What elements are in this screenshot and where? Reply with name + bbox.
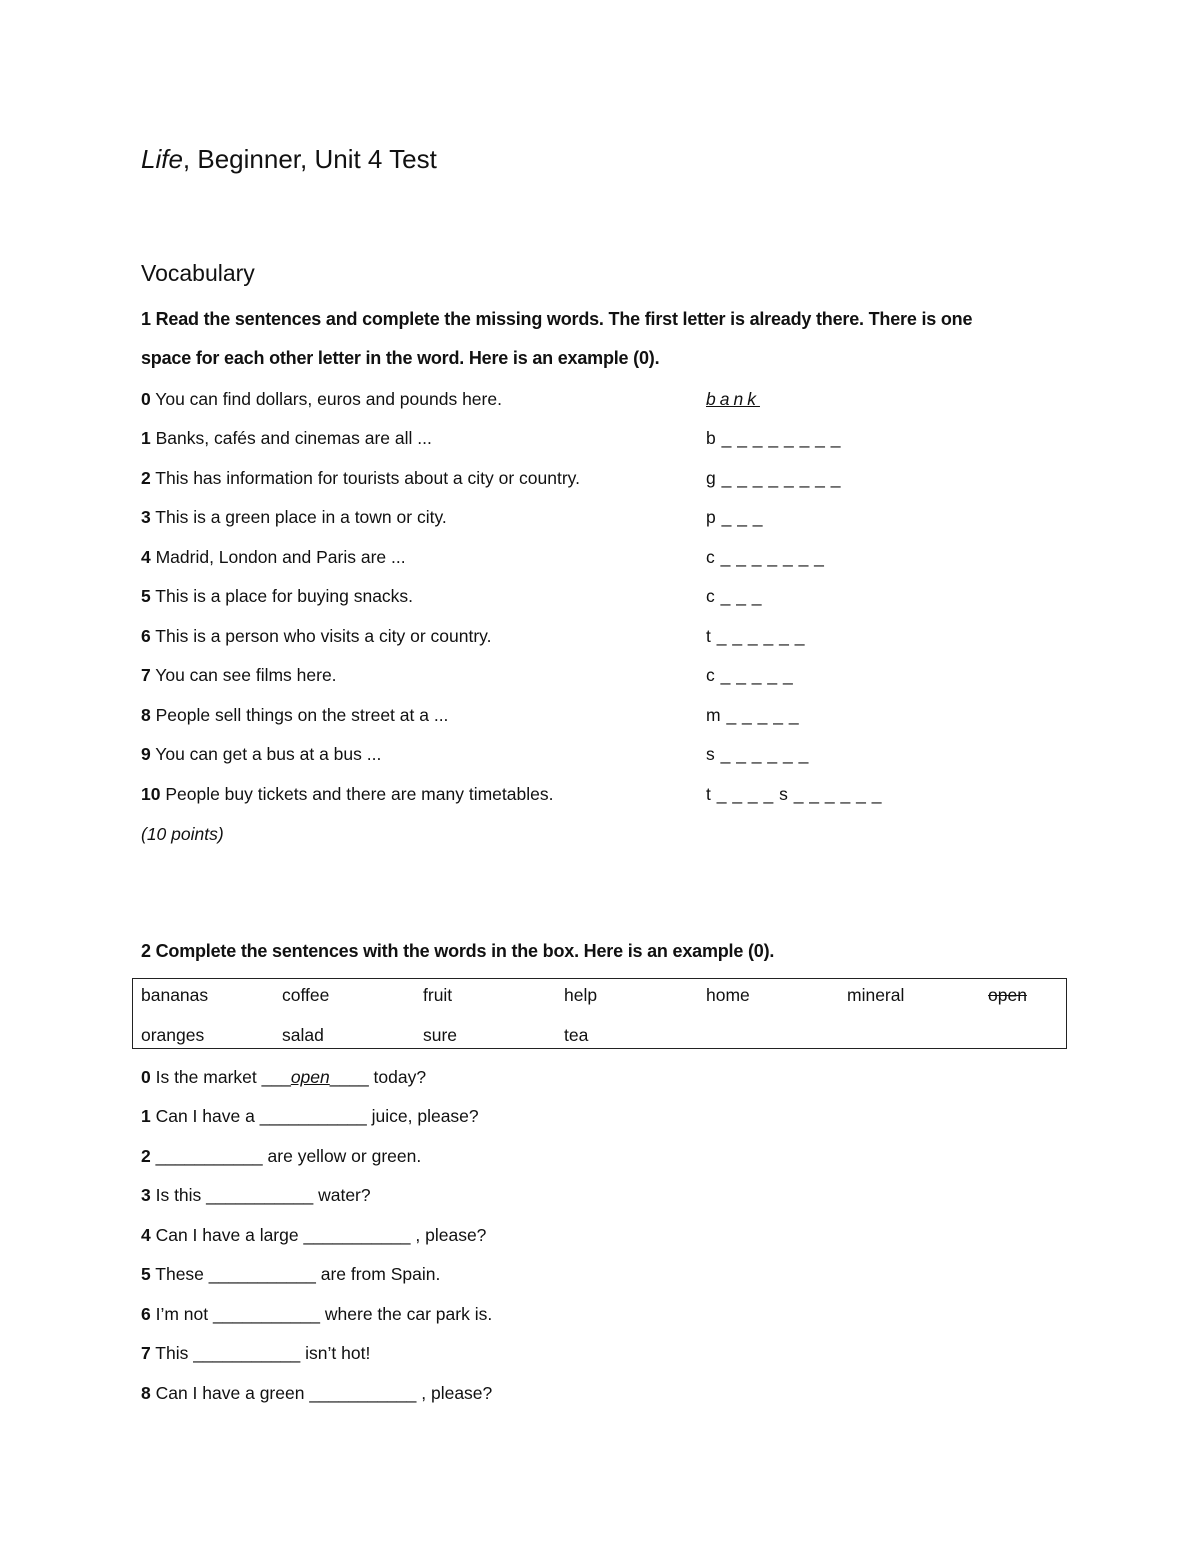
exercise2-instruction: 2 Complete the sentences with the words in the box. Here is an example (0).	[141, 941, 775, 961]
exercise1-item	[141, 428, 901, 458]
exercise1-item	[141, 626, 901, 656]
blank-line: ___________	[208, 1264, 316, 1284]
item-text-after: juice, please?	[366, 1106, 479, 1126]
title-italic: Life	[141, 144, 183, 174]
exercise2-item	[141, 1343, 370, 1364]
item-number: 5	[141, 586, 151, 606]
exercise1-item	[141, 665, 901, 695]
item-number: 4	[141, 1225, 151, 1245]
item-answer: m _ _ _ _ _	[706, 705, 800, 725]
item-text: This is a green place in a town or city.	[150, 507, 447, 527]
item-text: You can see films here.	[150, 665, 337, 685]
exercise1-item	[141, 547, 901, 577]
item-number: 0	[141, 389, 151, 409]
section-heading: Vocabulary	[141, 260, 255, 286]
item-number: 2	[141, 1146, 151, 1166]
box-word: fruit	[423, 985, 453, 1005]
box-word: sure	[423, 1025, 458, 1045]
blank-line: ___________	[193, 1343, 301, 1363]
item-text-before: These	[150, 1264, 209, 1284]
blank-line: ___________	[206, 1185, 314, 1205]
exercise2-item	[141, 1304, 492, 1325]
item-answer: c _ _ _ _ _ _ _	[706, 547, 825, 567]
exercise2-item	[141, 1383, 492, 1404]
blank-line: ___________	[155, 1146, 263, 1166]
item-number: 1	[141, 1106, 151, 1126]
item-number: 2	[141, 468, 151, 488]
box-word: salad	[282, 1025, 324, 1045]
item-text: People sell things on the street at a ...	[150, 705, 449, 725]
item-text-after: water?	[313, 1185, 371, 1205]
item-answer: bank	[706, 389, 760, 409]
item-text-before: I’m not	[150, 1304, 213, 1324]
item-text-after: where the car park is.	[320, 1304, 493, 1324]
item-text-after: are from Spain.	[315, 1264, 441, 1284]
box-word-example: open	[988, 985, 1027, 1005]
box-word: home	[706, 985, 750, 1005]
item-number: 8	[141, 1383, 151, 1403]
exercise2-item	[141, 1146, 421, 1167]
item-answer: g _ _ _ _ _ _ _ _	[706, 468, 841, 488]
exercise1-item	[141, 586, 901, 616]
box-word: coffee	[282, 985, 330, 1005]
item-text: Madrid, London and Paris are ...	[150, 547, 406, 567]
item-text-before: Can I have a green	[150, 1383, 310, 1403]
item-number: 1	[141, 428, 151, 448]
item-number: 9	[141, 744, 151, 764]
box-word: bananas	[141, 985, 209, 1005]
item-number: 10	[141, 784, 161, 804]
item-text-before: Is this	[150, 1185, 207, 1205]
item-text-after: are yellow or green.	[262, 1146, 422, 1166]
item-text: This is a place for buying snacks.	[150, 586, 414, 606]
item-answer: s _ _ _ _ _ _	[706, 744, 809, 764]
item-answer: c _ _ _	[706, 586, 763, 606]
exercise2-item	[141, 1264, 440, 1285]
exercise2-item	[141, 1106, 479, 1127]
item-text-before: Can I have a large	[150, 1225, 304, 1245]
item-text-before: Can I have a	[150, 1106, 260, 1126]
item-text-before: Is the market	[150, 1067, 262, 1087]
exercise1-instruction-line2: space for each other letter in the word. Here is an example (0).	[141, 348, 660, 368]
item-number: 0	[141, 1067, 151, 1087]
box-word: oranges	[141, 1025, 205, 1045]
blank-line: ___________	[309, 1383, 417, 1403]
item-answer: t _ _ _ _ _ _	[706, 626, 805, 646]
box-word: tea	[564, 1025, 589, 1045]
points-label: (10 points)	[141, 824, 224, 844]
blank-line: ___________	[303, 1225, 411, 1245]
item-answer: p _ _ _	[706, 507, 764, 527]
exercise2-example	[141, 1067, 426, 1088]
item-number: 6	[141, 1304, 151, 1324]
item-text: This has information for tourists about a city or country.	[150, 468, 580, 488]
title-rest: , Beginner, Unit 4 Test	[182, 144, 437, 174]
exercise1-instruction-line1: 1 Read the sentences and complete the missing words. The first letter is already there. There is one	[141, 309, 973, 329]
item-text: You can get a bus at a bus ...	[150, 744, 382, 764]
item-answer: c _ _ _ _ _	[706, 665, 794, 685]
page-title	[141, 144, 437, 175]
item-number: 3	[141, 507, 151, 527]
word-box	[132, 978, 1067, 1049]
exercise1-item	[141, 389, 901, 419]
exercise1-item	[141, 744, 901, 774]
item-text-after: isn’t hot!	[300, 1343, 371, 1363]
item-text-after: today?	[368, 1067, 427, 1087]
item-text: Banks, cafés and cinemas are all ...	[150, 428, 432, 448]
exercise2-item	[141, 1225, 486, 1246]
exercise1-item	[141, 784, 901, 814]
item-number: 6	[141, 626, 151, 646]
item-number: 7	[141, 665, 151, 685]
box-word: mineral	[847, 985, 905, 1005]
item-text: People buy tickets and there are many timetables.	[160, 784, 554, 804]
item-number: 5	[141, 1264, 151, 1284]
box-word: help	[564, 985, 598, 1005]
exercise1-item	[141, 507, 901, 537]
example-answer: open	[290, 1067, 330, 1087]
item-text: This is a person who visits a city or country.	[150, 626, 492, 646]
item-text: You can find dollars, euros and pounds here.	[150, 389, 502, 409]
blank-line: ___________	[259, 1106, 367, 1126]
item-number: 7	[141, 1343, 151, 1363]
blank-line: ____	[329, 1067, 369, 1087]
item-number: 8	[141, 705, 151, 725]
item-answer: b _ _ _ _ _ _ _ _	[706, 428, 841, 448]
blank-line: ___	[261, 1067, 291, 1087]
item-answer: t _ _ _ _ s _ _ _ _ _ _	[706, 784, 882, 804]
item-text-after: , please?	[410, 1225, 487, 1245]
item-text-after: , please?	[416, 1383, 493, 1403]
exercise1-item	[141, 705, 901, 735]
item-text-before: This	[150, 1343, 194, 1363]
exercise1-item	[141, 468, 901, 498]
item-number: 3	[141, 1185, 151, 1205]
exercise2-item	[141, 1185, 371, 1206]
item-number: 4	[141, 547, 151, 567]
blank-line: ___________	[212, 1304, 321, 1324]
